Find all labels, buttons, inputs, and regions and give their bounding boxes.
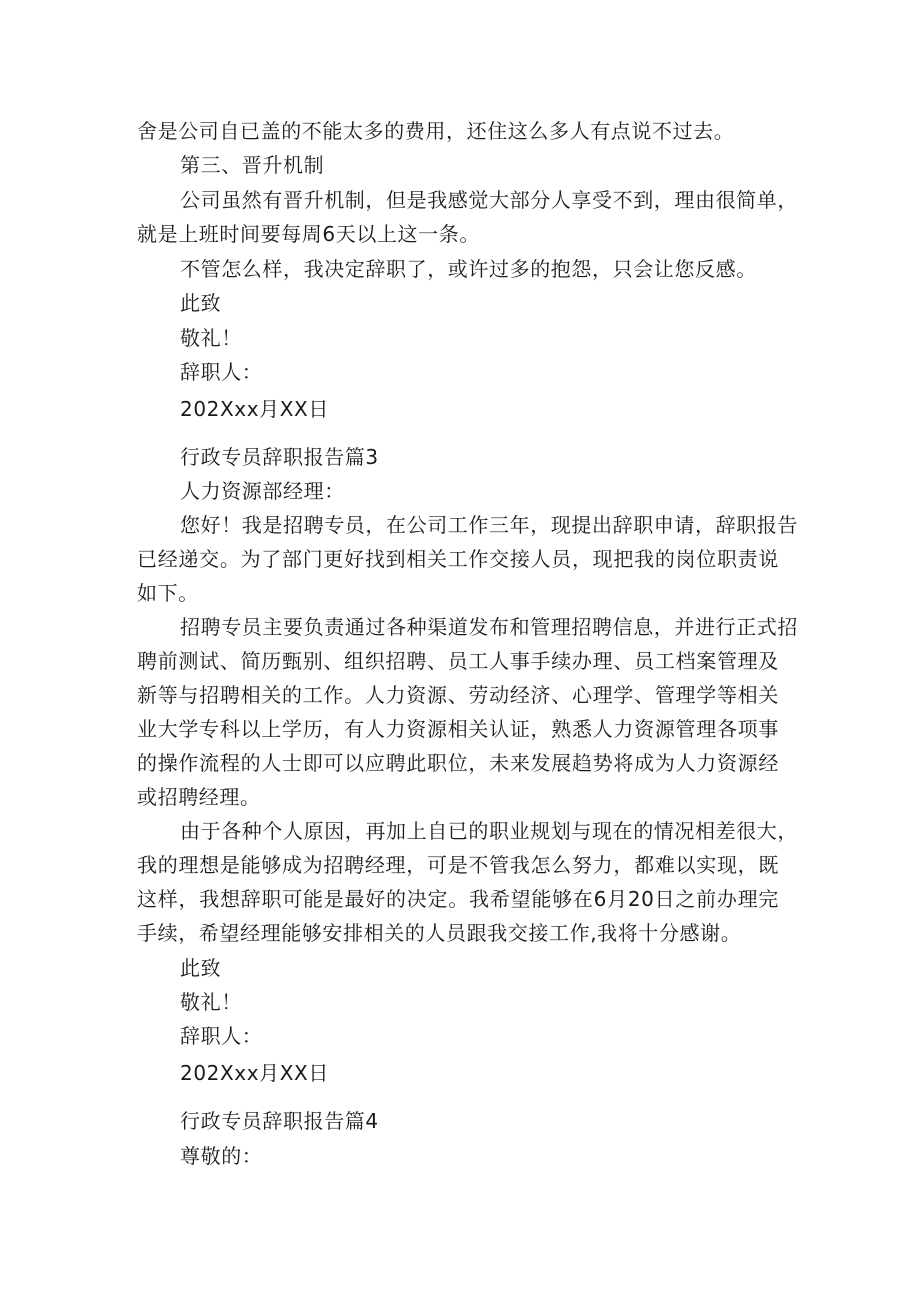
addressee: 尊敬的： (180, 1144, 263, 1168)
paragraph-line: 由于各种个人原因，再加上自已的职业规划与现在的情况相差很大， (180, 819, 798, 843)
paragraph-continuation: 舍是公司自已盖的不能太多的费用，还住这么多人有点说不过去。 (137, 119, 735, 143)
signer-label: 辞职人： (180, 360, 263, 384)
paragraph-line: 的操作流程的人士即可以应聘此职位，未来发展趋势将成为人力资源经 (137, 751, 779, 775)
paragraph-line: 业大学专科以上学历，有人力资源相关认证，熟悉人力资源管理各项事 (137, 717, 779, 741)
signature-date: 202Xxx月XX日 (180, 397, 329, 421)
paragraph-line: 就是上班时间要每周6天以上这一条。 (137, 222, 480, 246)
signature-date: 202Xxx月XX日 (180, 1061, 329, 1085)
signer-label: 辞职人： (180, 1024, 263, 1048)
paragraph-line: 或招聘经理。 (137, 785, 261, 809)
closing-salutation: 此致 (180, 956, 222, 980)
paragraph-line: 不管怎么样，我决定辞职了，或许过多的抱怨，只会让您反感。 (180, 257, 757, 281)
addressee: 人力资源部经理： (180, 479, 345, 503)
paragraph-line: 这样，我想辞职可能是最好的决定。我希望能够在6月20日之前办理完 (137, 887, 779, 911)
paragraph-line: 招聘专员主要负责通过各种渠道发布和管理招聘信息，并进行正式招 (180, 615, 798, 639)
paragraph-line: 如下。 (137, 581, 199, 605)
closing-regards: 敬礼！ (180, 326, 242, 350)
paragraph-line: 公司虽然有晋升机制，但是我感觉大部分人享受不到，理由很简单， (180, 188, 798, 212)
paragraph-line: 我的理想是能够成为招聘经理，可是不管我怎么努力，都难以实现，既 (137, 853, 779, 877)
paragraph-line: 聘前测试、简历甄别、组织招聘、员工人事手续办理、员工档案管理及 (137, 649, 779, 673)
section-title: 行政专员辞职报告篇4 (180, 1109, 379, 1133)
closing-regards: 敬礼！ (180, 990, 242, 1014)
paragraph-line: 已经递交。为了部门更好找到相关工作交接人员，现把我的岗位职责说 (137, 547, 779, 571)
paragraph-line: 您好！我是招聘专员，在公司工作三年，现提出辞职申请，辞职报告 (180, 513, 798, 537)
paragraph-line: 手续，希望经理能够安排相关的人员跟我交接工作,我将十分感谢。 (137, 921, 742, 945)
section-title: 行政专员辞职报告篇3 (180, 445, 379, 469)
subheading-promotion: 第三、晋升机制 (180, 153, 325, 177)
closing-salutation: 此致 (180, 291, 222, 315)
paragraph-line: 新等与招聘相关的工作。人力资源、劳动经济、心理学、管理学等相关 (137, 683, 779, 707)
